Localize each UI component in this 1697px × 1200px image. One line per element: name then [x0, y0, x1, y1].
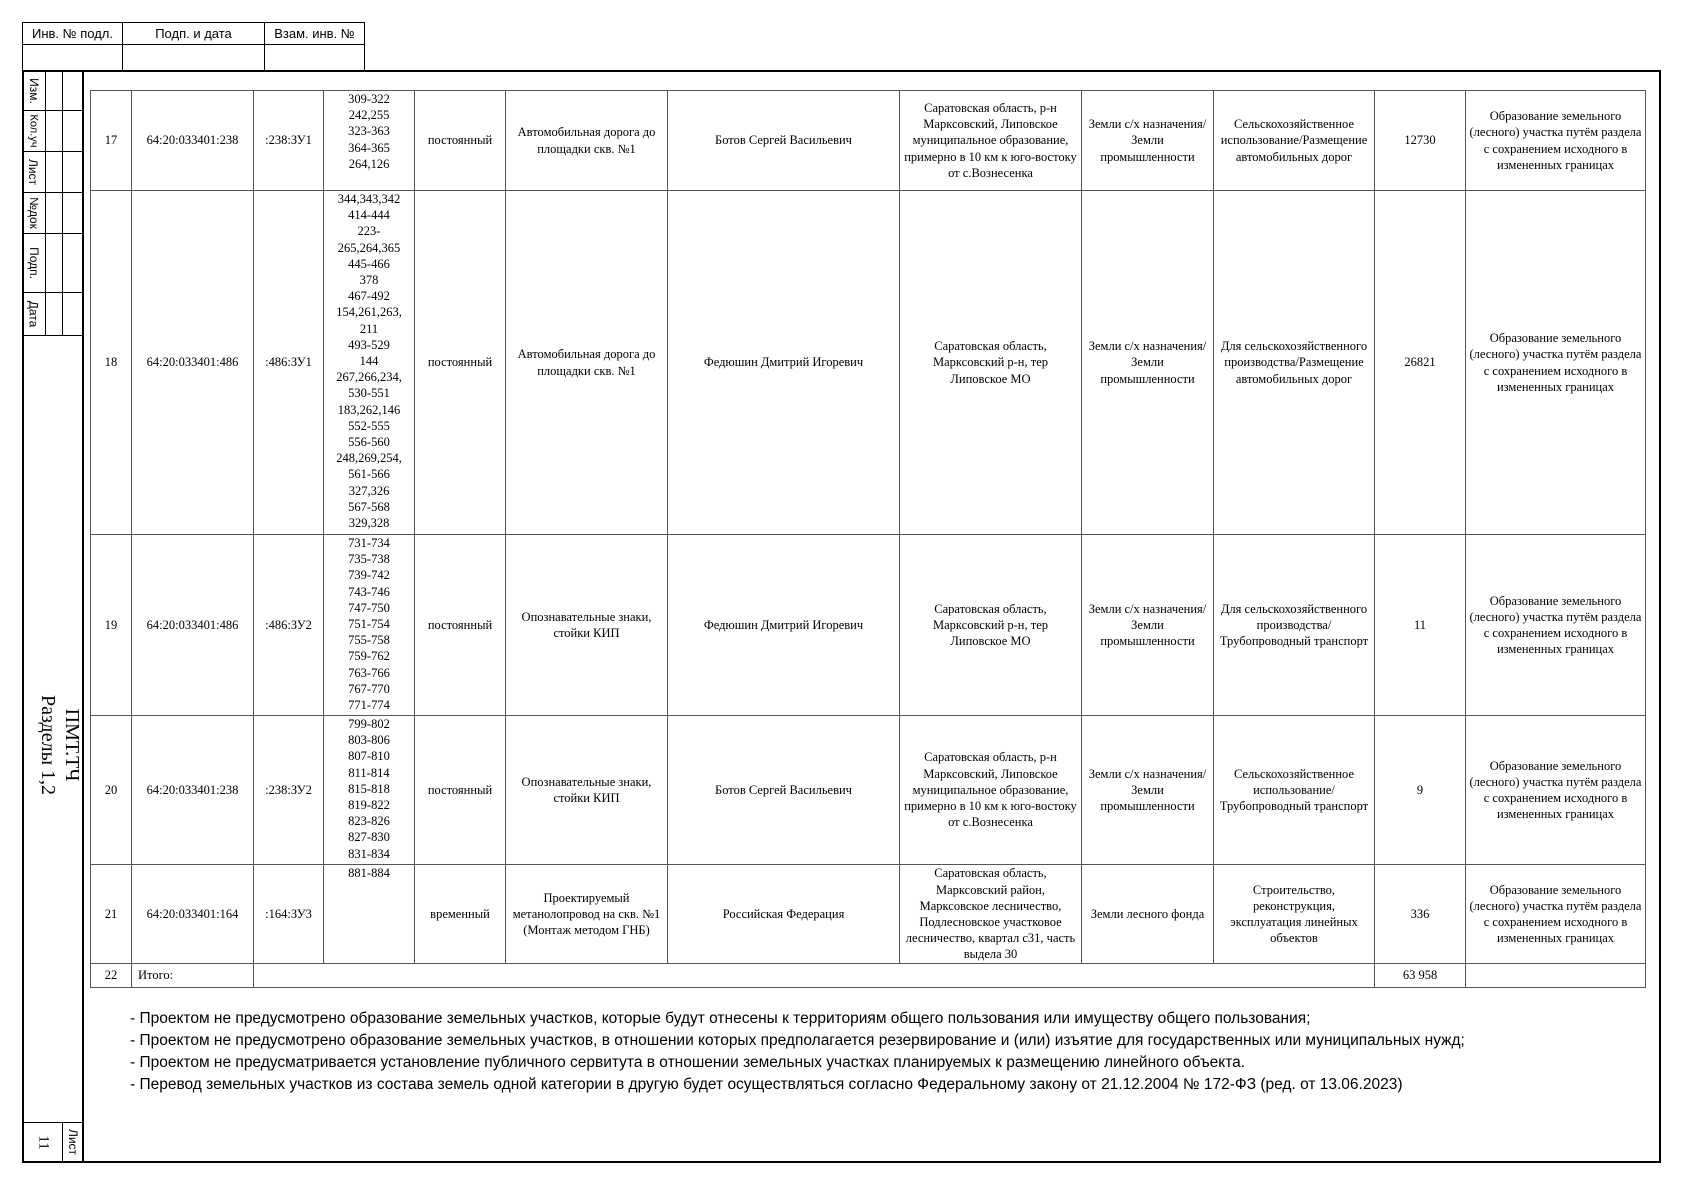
land-term: постоянный	[415, 535, 506, 716]
frame-bottom	[22, 1161, 1661, 1163]
note-line: - Проектом не предусматривается установление публичного сервитута в отношении земельных участках планируемых к размещению линейного объекта.	[130, 1054, 1246, 1071]
point-range: 803-806	[348, 733, 390, 748]
land-term: постоянный	[415, 716, 506, 865]
formation-method: Образование земельного (лесного) участка путём раздела с сохранением исходного в измененных границах	[1466, 91, 1646, 191]
formation-method: Образование земельного (лесного) участка путём раздела с сохранением исходного в измененных границах	[1466, 191, 1646, 535]
cadastral-number: 64:20:033401:486	[132, 535, 254, 716]
area: 336	[1375, 865, 1466, 964]
owner-name: Ботов Сергей Васильевич	[668, 91, 900, 191]
point-range: 467-492	[348, 289, 390, 304]
formation-method: Образование земельного (лесного) участка путём раздела с сохранением исходного в измененных границах	[1466, 865, 1646, 964]
row-number: 17	[91, 91, 132, 191]
table-row	[91, 865, 1646, 964]
land-category: Земли с/х назначения/Земли промышленности	[1082, 91, 1214, 191]
point-numbers	[324, 865, 415, 964]
cadastral-number: 64:20:033401:486	[132, 191, 254, 535]
owner-name: Российская Федерация	[668, 865, 900, 964]
point-range: 211	[359, 321, 379, 336]
point-range: 183,262,146	[337, 402, 401, 417]
point-range: 556-560	[348, 435, 390, 450]
stamp-header-inv: Инв. № подл.	[23, 23, 123, 45]
point-range: 731-734	[348, 536, 390, 550]
point-range: 323-363	[348, 124, 390, 139]
point-range: 445-466	[348, 256, 390, 271]
purpose: Опознавательные знаки, стойки КИП	[506, 535, 668, 716]
area: 12730	[1375, 91, 1466, 191]
point-numbers	[324, 535, 415, 716]
land-term: временный	[415, 865, 506, 964]
point-range: 567-568	[348, 499, 390, 514]
stamp-header-replace: Взам. инв. №	[265, 23, 365, 45]
sheet-label: Лист	[66, 1128, 81, 1156]
stamp-cell	[23, 45, 123, 71]
total-label: Итого:	[132, 964, 254, 988]
total-row	[91, 964, 1646, 988]
point-numbers	[324, 191, 415, 535]
total-empty	[254, 964, 1375, 988]
purpose: Опознавательные знаки, стойки КИП	[506, 716, 668, 865]
point-range: 799-802	[348, 717, 390, 731]
table-row	[91, 535, 1646, 716]
margin-block-bottom	[22, 335, 82, 336]
point-range: 771-774	[348, 698, 390, 713]
point-range: 831-834	[348, 846, 390, 861]
land-plots-table	[90, 90, 1646, 988]
point-range: 881-884	[348, 866, 390, 880]
margin-label-data: Дата	[26, 300, 41, 328]
frame-right	[1659, 70, 1661, 1162]
note-line: - Проектом не предусмотрено образование земельных участков, в отношении которых предполагается резервирование и (или) изъятие для государственных или муниципальных нужд;	[130, 1032, 1465, 1049]
owner-name: Федюшин Дмитрий Игоревич	[668, 535, 900, 716]
row-number: 21	[91, 865, 132, 964]
note-line: - Проектом не предусмотрено образование земельных участков, которые будут отнесены к территориям общего пользования или имуществу общего пользования;	[130, 1010, 1311, 1027]
permitted-use: Для сельскохозяйственного производства/Размещение автомобильных дорог	[1214, 191, 1375, 535]
point-range: 561-566	[348, 467, 390, 482]
table-row	[91, 91, 1646, 191]
permitted-use: Для сельскохозяйственного производства/Трубопроводный транспорт	[1214, 535, 1375, 716]
table-row	[91, 716, 1646, 865]
point-numbers	[324, 91, 415, 191]
point-range: 364-365	[348, 140, 390, 155]
plot-designation: :238:ЗУ2	[254, 716, 324, 865]
point-numbers	[324, 716, 415, 865]
area: 11	[1375, 535, 1466, 716]
total-empty	[1466, 964, 1646, 988]
point-range: 739-742	[348, 568, 390, 583]
point-range: 747-750	[348, 600, 390, 615]
purpose: Автомобильная дорога до площадки скв. №1	[506, 91, 668, 191]
row-number: 18	[91, 191, 132, 535]
frame-inner-left	[82, 70, 84, 1162]
owner-name: Ботов Сергей Васильевич	[668, 716, 900, 865]
point-range: 378	[359, 273, 379, 288]
point-range: 493-529	[348, 337, 390, 352]
cadastral-number: 64:20:033401:238	[132, 91, 254, 191]
margin-label-koluch: Кол.уч	[27, 114, 40, 148]
point-range: 767-770	[348, 681, 390, 696]
plot-designation: :486:ЗУ2	[254, 535, 324, 716]
area: 9	[1375, 716, 1466, 865]
point-range: 329,328	[348, 516, 390, 531]
address: Саратовская область, Марксовский р-н, тер Липовское МО	[900, 191, 1082, 535]
plot-designation: :164:ЗУ3	[254, 865, 324, 964]
land-category: Земли с/х назначения/Земли промышленности	[1082, 716, 1214, 865]
permitted-use: Строительство, реконструкция, эксплуатация линейных объектов	[1214, 865, 1375, 964]
point-range: 815-818	[348, 781, 390, 796]
stamp-table	[22, 22, 365, 71]
cadastral-number: 64:20:033401:164	[132, 865, 254, 964]
document-code: ПМТ.ТЧ Разделы 1,2	[37, 694, 84, 796]
total-area: 63 958	[1375, 964, 1466, 988]
point-range: 344,343,342	[337, 192, 401, 206]
point-range: 265,264,365	[337, 240, 401, 255]
point-range: 823-826	[348, 814, 390, 829]
stamp-cell	[123, 45, 265, 71]
point-range: 759-762	[348, 649, 390, 664]
point-range: 414-444	[348, 208, 390, 223]
purpose: Автомобильная дорога до площадки скв. №1	[506, 191, 668, 535]
owner-name: Федюшин Дмитрий Игоревич	[668, 191, 900, 535]
plot-designation: :238:ЗУ1	[254, 91, 324, 191]
sheet-number: 11	[35, 1134, 52, 1150]
point-range: 743-746	[348, 584, 390, 599]
point-range: 827-830	[348, 830, 390, 845]
point-range: 248,269,254,	[336, 451, 402, 466]
stamp-header-sign: Подп. и дата	[123, 23, 265, 45]
point-range: 552-555	[348, 418, 390, 433]
point-range: 530-551	[348, 386, 390, 401]
address: Саратовская область, р-н Марксовский, Липовское муниципальное образование, примерно в 10 км к юго-востоку от с.Вознесенка	[900, 716, 1082, 865]
cadastral-number: 64:20:033401:238	[132, 716, 254, 865]
point-range: 223-	[357, 224, 381, 239]
formation-method: Образование земельного (лесного) участка путём раздела с сохранением исходного в измененных границах	[1466, 535, 1646, 716]
note-line: - Перевод земельных участков из состава земель одной категории в другую будет осуществляться согласно Федеральному закону от 21.12.2004 № 172-ФЗ (ред. от 13.06.2023)	[130, 1076, 1403, 1093]
area: 26821	[1375, 191, 1466, 535]
land-category: Земли лесного фонда	[1082, 865, 1214, 964]
point-range: 755-758	[348, 633, 390, 648]
land-term: постоянный	[415, 91, 506, 191]
table-body	[91, 91, 1646, 988]
address: Саратовская область, Марксовский р-н, тер Липовское МО	[900, 535, 1082, 716]
point-range: 811-814	[348, 765, 390, 780]
purpose: Проектируемый метанолопровод на скв. №1 (Монтаж методом ГНБ)	[506, 865, 668, 964]
permitted-use: Сельскохозяйственное использование/Трубопроводный транспорт	[1214, 716, 1375, 865]
row-number: 19	[91, 535, 132, 716]
point-range: 763-766	[348, 665, 390, 680]
point-range: 144	[359, 354, 379, 369]
margin-label-izm: Изм.	[26, 78, 41, 104]
land-term: постоянный	[415, 191, 506, 535]
point-range: 154,261,263,	[336, 305, 402, 320]
margin-label-ndok: №док	[26, 197, 41, 229]
address: Саратовская область, Марксовский район, Марксовское лесничество, Подлесновское участковое лесничество, квартал с31, часть выдела 30	[900, 865, 1082, 964]
point-range: 264,126	[348, 156, 390, 171]
plot-designation: :486:ЗУ1	[254, 191, 324, 535]
formation-method: Образование земельного (лесного) участка путём раздела с сохранением исходного в измененных границах	[1466, 716, 1646, 865]
margin-label-list: Лист	[26, 158, 41, 186]
point-range: 309-322	[348, 92, 390, 106]
point-range: 327,326	[348, 483, 390, 498]
point-range: 267,266,234,	[336, 370, 402, 385]
point-range: 807-810	[348, 749, 390, 764]
point-range: 735-738	[348, 552, 390, 567]
notes-block	[130, 1008, 1465, 1096]
row-number: 20	[91, 716, 132, 865]
table-row	[91, 191, 1646, 535]
stamp-cell	[265, 45, 365, 71]
point-range: 819-822	[348, 798, 390, 813]
total-number: 22	[91, 964, 132, 988]
land-category: Земли с/х назначения/Земли промышленности	[1082, 191, 1214, 535]
permitted-use: Сельскохозяйственное использование/Размещение автомобильных дорог	[1214, 91, 1375, 191]
address: Саратовская область, р-н Марксовский, Липовское муниципальное образование, примерно в 10 км к юго-востоку от с.Вознесенка	[900, 91, 1082, 191]
margin-label-podp: Подп.	[26, 247, 41, 279]
frame-top	[22, 70, 1661, 72]
land-category: Земли с/х назначения/Земли промышленности	[1082, 535, 1214, 716]
point-range: 751-754	[348, 617, 390, 632]
point-range: 242,255	[348, 108, 390, 123]
